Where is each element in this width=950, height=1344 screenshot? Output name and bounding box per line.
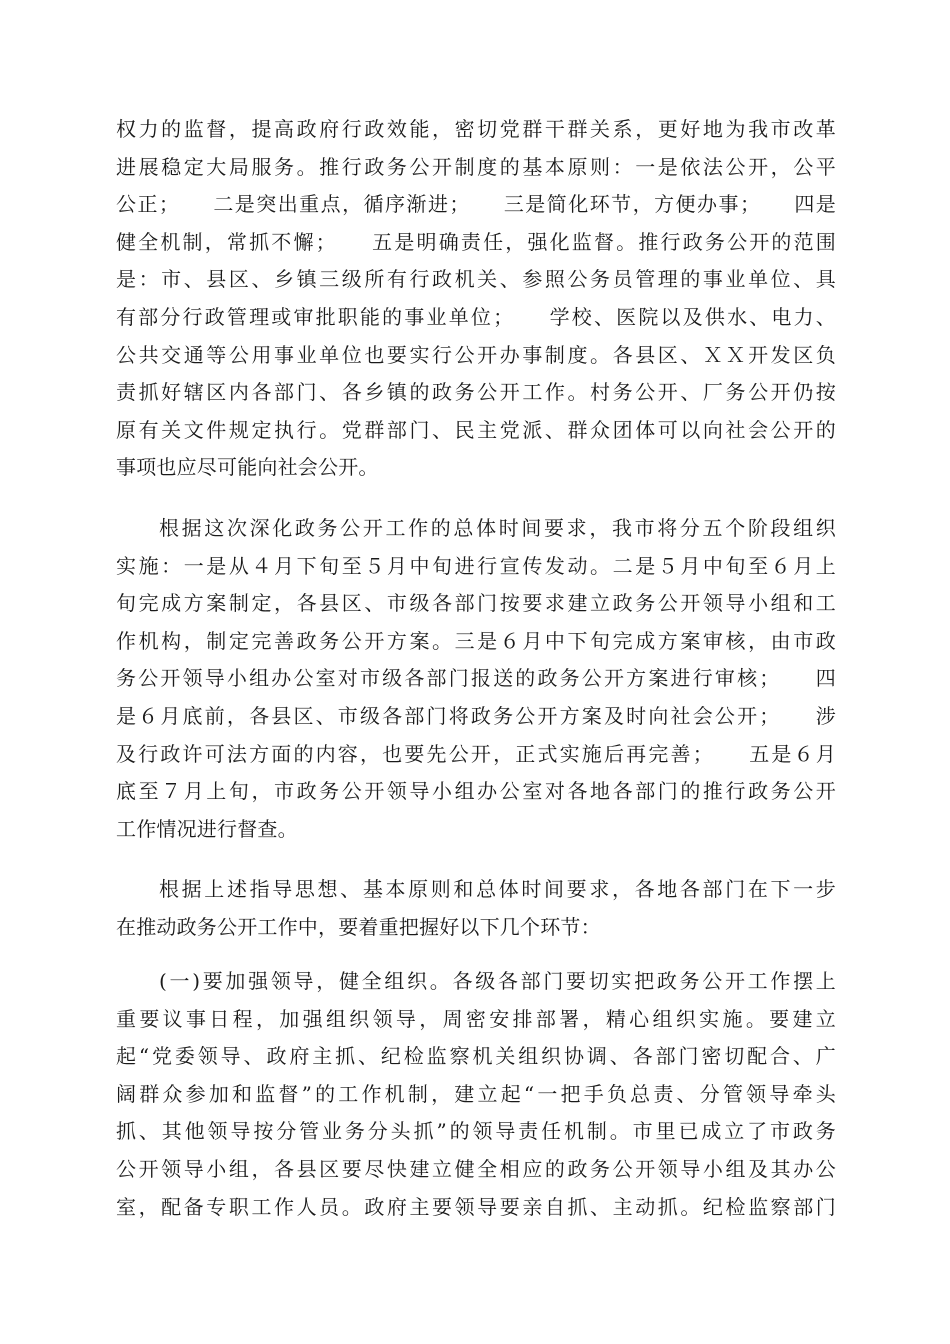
text-line: 根据这次深化政务公开工作的总体时间要求，我市将分五个阶段组织: [159, 516, 836, 540]
text-line: 公正； 二是突出重点，循序渐进； 三是简化环节，方便办事； 四是: [116, 192, 836, 217]
text-line: 健全机制，常抓不懈； 五是明确责任，强化监督。推行政务公开的范围: [116, 229, 836, 254]
text-line: 抓、其他领导按分管业务分头抓”的领导责任机制。市里已成立了市政务: [116, 1119, 836, 1144]
text-line: 公开领导小组，各县区要尽快建立健全相应的政务公开领导小组及其办公: [116, 1156, 836, 1181]
text-line: 权力的监督，提高政府行政效能，密切党群干群关系，更好地为我市改革: [116, 117, 836, 141]
text-line: 室，配备专职工作人员。政府主要领导要亲自抓、主动抓。纪检监察部门: [116, 1194, 836, 1219]
text-line: 起“党委领导、政府主抓、纪检监察机关组织协调、各部门密切配合、广: [116, 1044, 836, 1069]
text-line: 有部分行政管理或审批职能的事业单位； 学校、医院以及供水、电力、: [116, 304, 836, 329]
text-line: 根据上述指导思想、基本原则和总体时间要求，各地各部门在下一步: [159, 877, 836, 901]
text-line: 底至７月上旬，市政务公开领导小组办公室对各地各部门的推行政务公开: [116, 779, 836, 804]
text-line: 原有关文件规定执行。党群部门、民主党派、群众团体可以向社会公开的: [116, 417, 836, 442]
text-line: 责抓好辖区内各部门、各乡镇的政务公开工作。村务公开、厂务公开仍按: [116, 380, 836, 405]
text-line: 在推动政务公开工作中，要着重把握好以下几个环节：: [116, 914, 601, 939]
text-line: 是：市、县区、乡镇三级所有行政机关、参照公务员管理的事业单位、具: [116, 267, 836, 292]
paragraph-4: [116, 963, 836, 1226]
text-line: 工作情况进行督查。: [116, 816, 298, 841]
text-line: (一)要加强领导，健全组织。各级各部门要切实把政务公开工作摆上: [159, 969, 836, 993]
text-line: 事项也应尽可能向社会公开。: [116, 455, 379, 480]
text-line: 实施：一是从４月下旬至５月中旬进行宣传发动。二是５月中旬至６月上: [116, 553, 836, 578]
text-line: 重要议事日程，加强组织领导，周密安排部署，精心组织实施。要建立: [116, 1006, 836, 1031]
text-line: 务公开领导小组办公室对市级各部门报送的政务公开方案进行审核； 四: [116, 666, 836, 691]
text-line: 进展稳定大局服务。推行政务公开制度的基本原则：一是依法公开，公平: [116, 154, 836, 179]
text-line: 是６月底前，各县区、市级各部门将政务公开方案及时向社会公开； 涉: [116, 703, 836, 728]
text-line: 旬完成方案制定，各县区、市级各部门按要求建立政务公开领导小组和工: [116, 591, 836, 616]
paragraph-2: [116, 510, 836, 848]
text-line: 公共交通等公用事业单位也要实行公开办事制度。各县区、ＸＸ开发区负: [116, 342, 836, 367]
text-line: 阔群众参加和监督”的工作机制，建立起“一把手负总责、分管领导牵头: [116, 1081, 836, 1106]
text-line: 及行政许可法方面的内容，也要先公开，正式实施后再完善； 五是６月: [116, 741, 836, 766]
text-line: 作机构，制定完善政务公开方案。三是６月中下旬完成方案审核，由市政: [116, 628, 836, 653]
paragraph-3: [116, 871, 836, 946]
paragraph-1: [116, 111, 836, 487]
